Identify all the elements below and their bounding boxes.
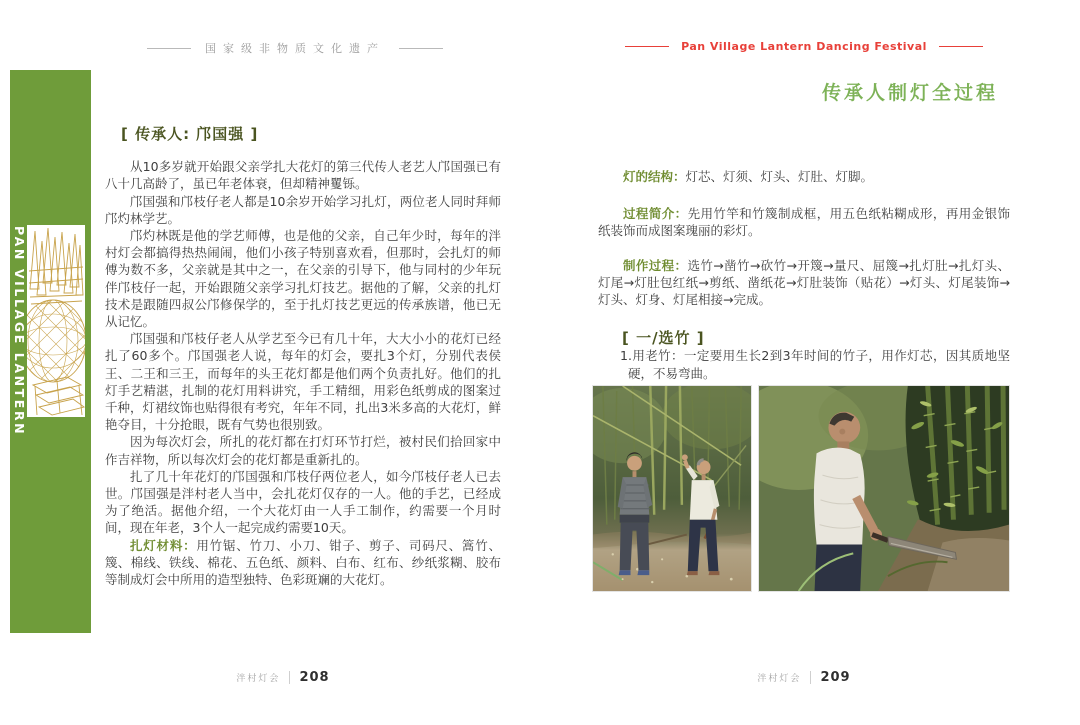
lantern-illustration-box bbox=[27, 225, 85, 417]
structure-label: 灯的结构： bbox=[623, 169, 686, 184]
making-steps-paragraph bbox=[598, 257, 1010, 309]
materials-text: 用竹锯、竹刀、小刀、钳子、剪子、司码尺、篙竹、篾、棉线、铁线、棉花、五色纸、颜料、白布、红布、纱纸浆糊、胶布等制成灯会中所用的造型独特、色彩斑斓的大花灯。 bbox=[105, 537, 501, 588]
sidebar-vertical-title: PAN VILLAGE LANTERN bbox=[12, 226, 27, 437]
right-head-text: Pan Village Lantern Dancing Festival bbox=[681, 40, 927, 53]
left-head-rule-start bbox=[147, 48, 191, 49]
right-page-body bbox=[598, 168, 1010, 382]
left-running-head bbox=[105, 40, 485, 56]
making-steps-text: 选竹→凿竹→砍竹→开篾→量尺、屈篾→扎灯肚→扎灯头、灯尾→灯肚包红纸→剪纸、凿纸花→灯肚装饰（贴花）→灯头、灯尾装饰→灯头、灯身、灯尾相接→完成。 bbox=[598, 257, 1010, 308]
body-paragraph: 邝国强和邝枝仔老人从学艺至今已有几十年，大大小小的花灯已经扎了60多个。邝国强老人说，每年的灯会，要扎3个灯，分别代表侯王、二王和三王，而每年的头王花灯都是他们两个负责扎好。他们的扎灯手艺精湛，扎制的花灯用料讲究，手工精细，用彩色纸剪成的图案过千种，灯裙纹饰也贴得很有考究，年年不同，扎出3米多高的大花灯，鲜艳夺目，十分抢眼，既有气势也很别致。 bbox=[105, 331, 501, 433]
inheritor-section-heading: [ 传承人: 邝国强 ] bbox=[121, 125, 259, 143]
body-paragraph: 扎了几十年花灯的邝国强和邝枝仔两位老人，如今邝枝仔老人已去世。邝国强是泮村老人当中，会扎花灯仅存的一人。他的手艺，已经成为了绝活。据他介绍，一个大花灯由一人手工制作，约需要一个月时间，现在年老，3个人一起完成约需要10天。 bbox=[105, 468, 501, 536]
footer-book-title: 泮村灯会 bbox=[757, 674, 802, 684]
right-head-rule-end bbox=[939, 46, 983, 47]
footer-divider bbox=[289, 671, 290, 684]
photo-elder-cutting-bamboo bbox=[758, 385, 1010, 592]
process-intro-label: 过程简介： bbox=[623, 206, 688, 222]
left-page-body bbox=[105, 126, 501, 588]
chapter-title: 传承人制灯全过程 bbox=[821, 82, 998, 104]
footer-divider bbox=[810, 671, 811, 684]
body-paragraph: 邝灼林既是他的学艺师傅，也是他的父亲，自己年少时，每年的泮村灯会都搞得热热闹闹，他们小孩子特别喜欢看，但那时，会扎灯的师傅为数不多，父亲就是其中之一，在父亲的引导下，他与同村的少年玩伴邝枝仔一起，开始跟随父亲学习扎灯技艺。据他的了解，父亲的扎灯技术是跟随四叔公邝修保学的，至于扎灯技艺更远的传承族谱，他已无从记忆。 bbox=[105, 228, 501, 330]
structure-paragraph bbox=[598, 168, 1010, 185]
green-sidebar bbox=[10, 70, 91, 633]
photo-row bbox=[592, 385, 1010, 592]
photo-two-elders-in-bamboo-grove bbox=[592, 385, 752, 592]
process-intro-text: 先用竹竿和竹篾制成框，用五色纸粘糊成形，再用金银饰纸装饰而成图案瑰丽的彩灯。 bbox=[598, 206, 1010, 239]
body-paragraph: 因为每次灯会，所扎的花灯都在打灯环节打烂，被村民们拾回家中作吉祥物，所以每次灯会的花灯都是重新扎的。 bbox=[105, 434, 501, 467]
footer-book-title: 泮村灯会 bbox=[236, 674, 281, 684]
right-head-rule-start bbox=[625, 46, 669, 47]
left-page-footer bbox=[85, 670, 481, 685]
body-paragraph: 邝国强和邝枝仔老人都是10余岁开始学习扎灯，两位老人同时拜师邝灼林学艺。 bbox=[105, 193, 501, 226]
left-head-rule-end bbox=[399, 48, 443, 49]
making-steps-label: 制作过程： bbox=[623, 257, 688, 273]
body-paragraph: 从10多岁就开始跟父亲学扎大花灯的第三代传人老艺人邝国强已有八十几高龄了，虽已年老体衰，但却精神矍铄。 bbox=[105, 159, 501, 192]
step-one-heading: [ 一/选竹 ] bbox=[622, 329, 705, 348]
materials-paragraph bbox=[105, 537, 501, 589]
structure-text: 灯芯、灯须、灯头、灯肚、灯脚。 bbox=[685, 169, 874, 184]
materials-label: 扎灯材料： bbox=[130, 537, 197, 553]
left-head-text: 国家级非物质文化遗产 bbox=[205, 42, 385, 55]
right-page-footer bbox=[598, 670, 1010, 685]
lantern-wireframe-illustration bbox=[27, 225, 85, 417]
process-intro-paragraph bbox=[598, 205, 1010, 239]
bamboo-cutting-photo-illustration bbox=[759, 386, 1009, 591]
right-running-head bbox=[598, 40, 1010, 53]
page-number-209: 209 bbox=[820, 670, 851, 685]
page-number-208: 208 bbox=[299, 670, 330, 685]
bamboo-grove-photo-illustration bbox=[593, 386, 751, 591]
step-one-text: 1.用老竹：一定要用生长2到3年时间的竹子，用作灯芯，因其质地坚硬，不易弯曲。 bbox=[620, 348, 1010, 381]
